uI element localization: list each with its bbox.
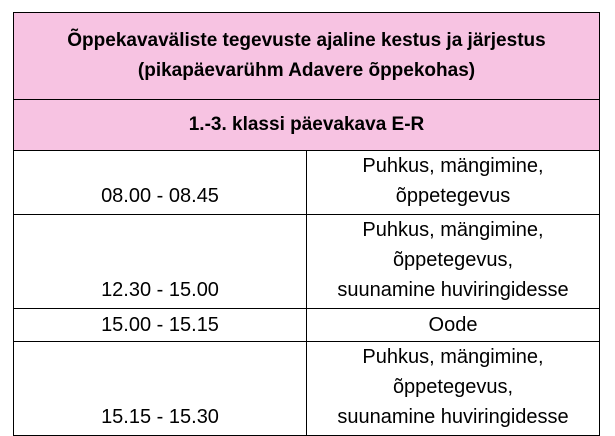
table-title-line2: (pikapäevarühm Adavere õppekohas) bbox=[137, 60, 476, 81]
activity-line: Oode bbox=[428, 314, 478, 336]
time-cell: 12.30 - 15.00 bbox=[14, 215, 307, 309]
title-row bbox=[14, 13, 600, 100]
schedule-table bbox=[13, 12, 600, 436]
table-row bbox=[14, 215, 600, 309]
title-cell bbox=[14, 13, 600, 100]
activity-line: Puhkus, mängimine, õppetegevus bbox=[362, 155, 544, 207]
activity-cell bbox=[307, 215, 600, 309]
activity-line: Puhkus, mängimine, õppetegevus, bbox=[362, 219, 544, 271]
table-title-line1: Õppekavaväliste tegevuste ajaline kestus ja järjestus bbox=[67, 30, 546, 51]
activity-cell bbox=[307, 309, 600, 342]
activity-cell bbox=[307, 151, 600, 215]
activity-line: suunamine huviringidesse bbox=[337, 279, 569, 301]
table-subtitle: 1.-3. klassi päevakava E-R bbox=[14, 100, 600, 151]
subtitle-row bbox=[14, 100, 600, 151]
activity-cell bbox=[307, 342, 600, 436]
activity-line: suunamine huviringidesse bbox=[337, 406, 569, 428]
table-row bbox=[14, 342, 600, 436]
time-cell: 15.00 - 15.15 bbox=[14, 309, 307, 342]
time-cell: 08.00 - 08.45 bbox=[14, 151, 307, 215]
table-row bbox=[14, 309, 600, 342]
table-row bbox=[14, 151, 600, 215]
time-cell: 15.15 - 15.30 bbox=[14, 342, 307, 436]
activity-line: Puhkus, mängimine, õppetegevus, bbox=[362, 346, 544, 398]
